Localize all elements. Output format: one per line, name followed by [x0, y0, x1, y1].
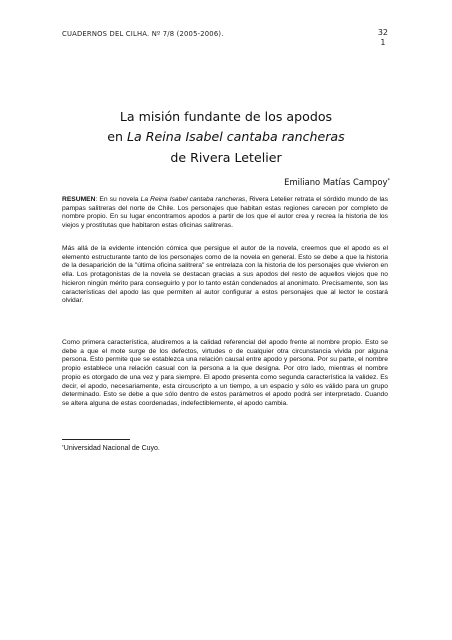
- author-footnote-mark: *: [387, 178, 390, 184]
- page-number-sub: 1: [380, 38, 386, 47]
- abstract-paragraph: [62, 196, 388, 231]
- footnote-text: Universidad Nacional de Cuyo.: [63, 445, 160, 452]
- article-title-line-3: de Rivera Letelier: [170, 150, 282, 165]
- journal-header: CUADERNOS DEL CILHA. Nº 7/8 (2005-2006).: [62, 30, 224, 38]
- footnote-divider: [62, 439, 130, 440]
- abstract-label: RESUMEN: [62, 196, 96, 203]
- page-number-main: 32: [377, 28, 388, 37]
- title-novel-name: La Reina Isabel cantaba rancheras: [127, 129, 345, 144]
- author-line: [284, 177, 390, 187]
- author-name: Emiliano Matías Campoy: [284, 177, 388, 187]
- footnote-mark: *: [62, 444, 64, 449]
- article-title-line-1: La misión fundante de los apodos: [119, 109, 333, 124]
- footnote: [62, 444, 160, 452]
- article-title-line-2: [0, 129, 452, 144]
- abstract-intro: : En su novela: [95, 196, 141, 203]
- body-paragraph-2: Más allá de la evidente intención cómica que persigue el autor de la novela, creemos que el apodo es el elemento estructurante tanto de los personajes como de la novela en general. Esto se debe a que la historia de la desaparición de la "última oficina salitrera" se entrelaza con la historia de los personajes que vivieron en ella. Los protagonistas de la novela se destacan gracias a sus apodos del resto de aquellos viejos que no hicieron ningún mérito para conseguirlo y por lo tanto están condenados al anonimato. Precisamente, son las características del apodo las que permiten al autor configurar a estos personajes que al lector le costará olvidar.: [62, 245, 388, 305]
- body-paragraph-3: Como primera característica, aludiremos a la calidad referencial del apodo frente al nombre propio. Esto se debe a que el mote surge de los defectos, virtudes o de cualquier otra circunstancia vivida por alguna persona. Esto permite que se establezca una relación causal entre apodo y persona. Por su parte, el nombre propio establece una relación casual con la persona a la que designa. Por otro lado, mientras el nombre propio es otorgado de una vez y para siempre. El apodo presenta como segunda característica la validez. Es decir, el apodo, necesariamente, esta circuscripto a un tiempo, a un espacio y sólo es válido para un grupo determinado. Esto se debe a que sólo dentro de estos parámetros el apodo podrá ser interpretado. Cuando se altera alguna de estas coordenadas, indefectiblemente, el apodo cambia.: [62, 339, 388, 407]
- abstract-novel-title: La Reina Isabel cantaba rancheras: [140, 196, 246, 203]
- title-prefix: en: [107, 129, 128, 144]
- abstract-text: , Rivera Letelier retrata el sórdido mundo de las pampas salitreras del norte de Chile. Los personajes que habitan estas regiones carecen por completo de nombre propio. En su lugar encontramos apodos a partir de los que el autor crea y recrea la historia de los viejos y prostitutas que habitaron estas oficinas salitreras.: [62, 196, 388, 230]
- page-number: [378, 28, 388, 48]
